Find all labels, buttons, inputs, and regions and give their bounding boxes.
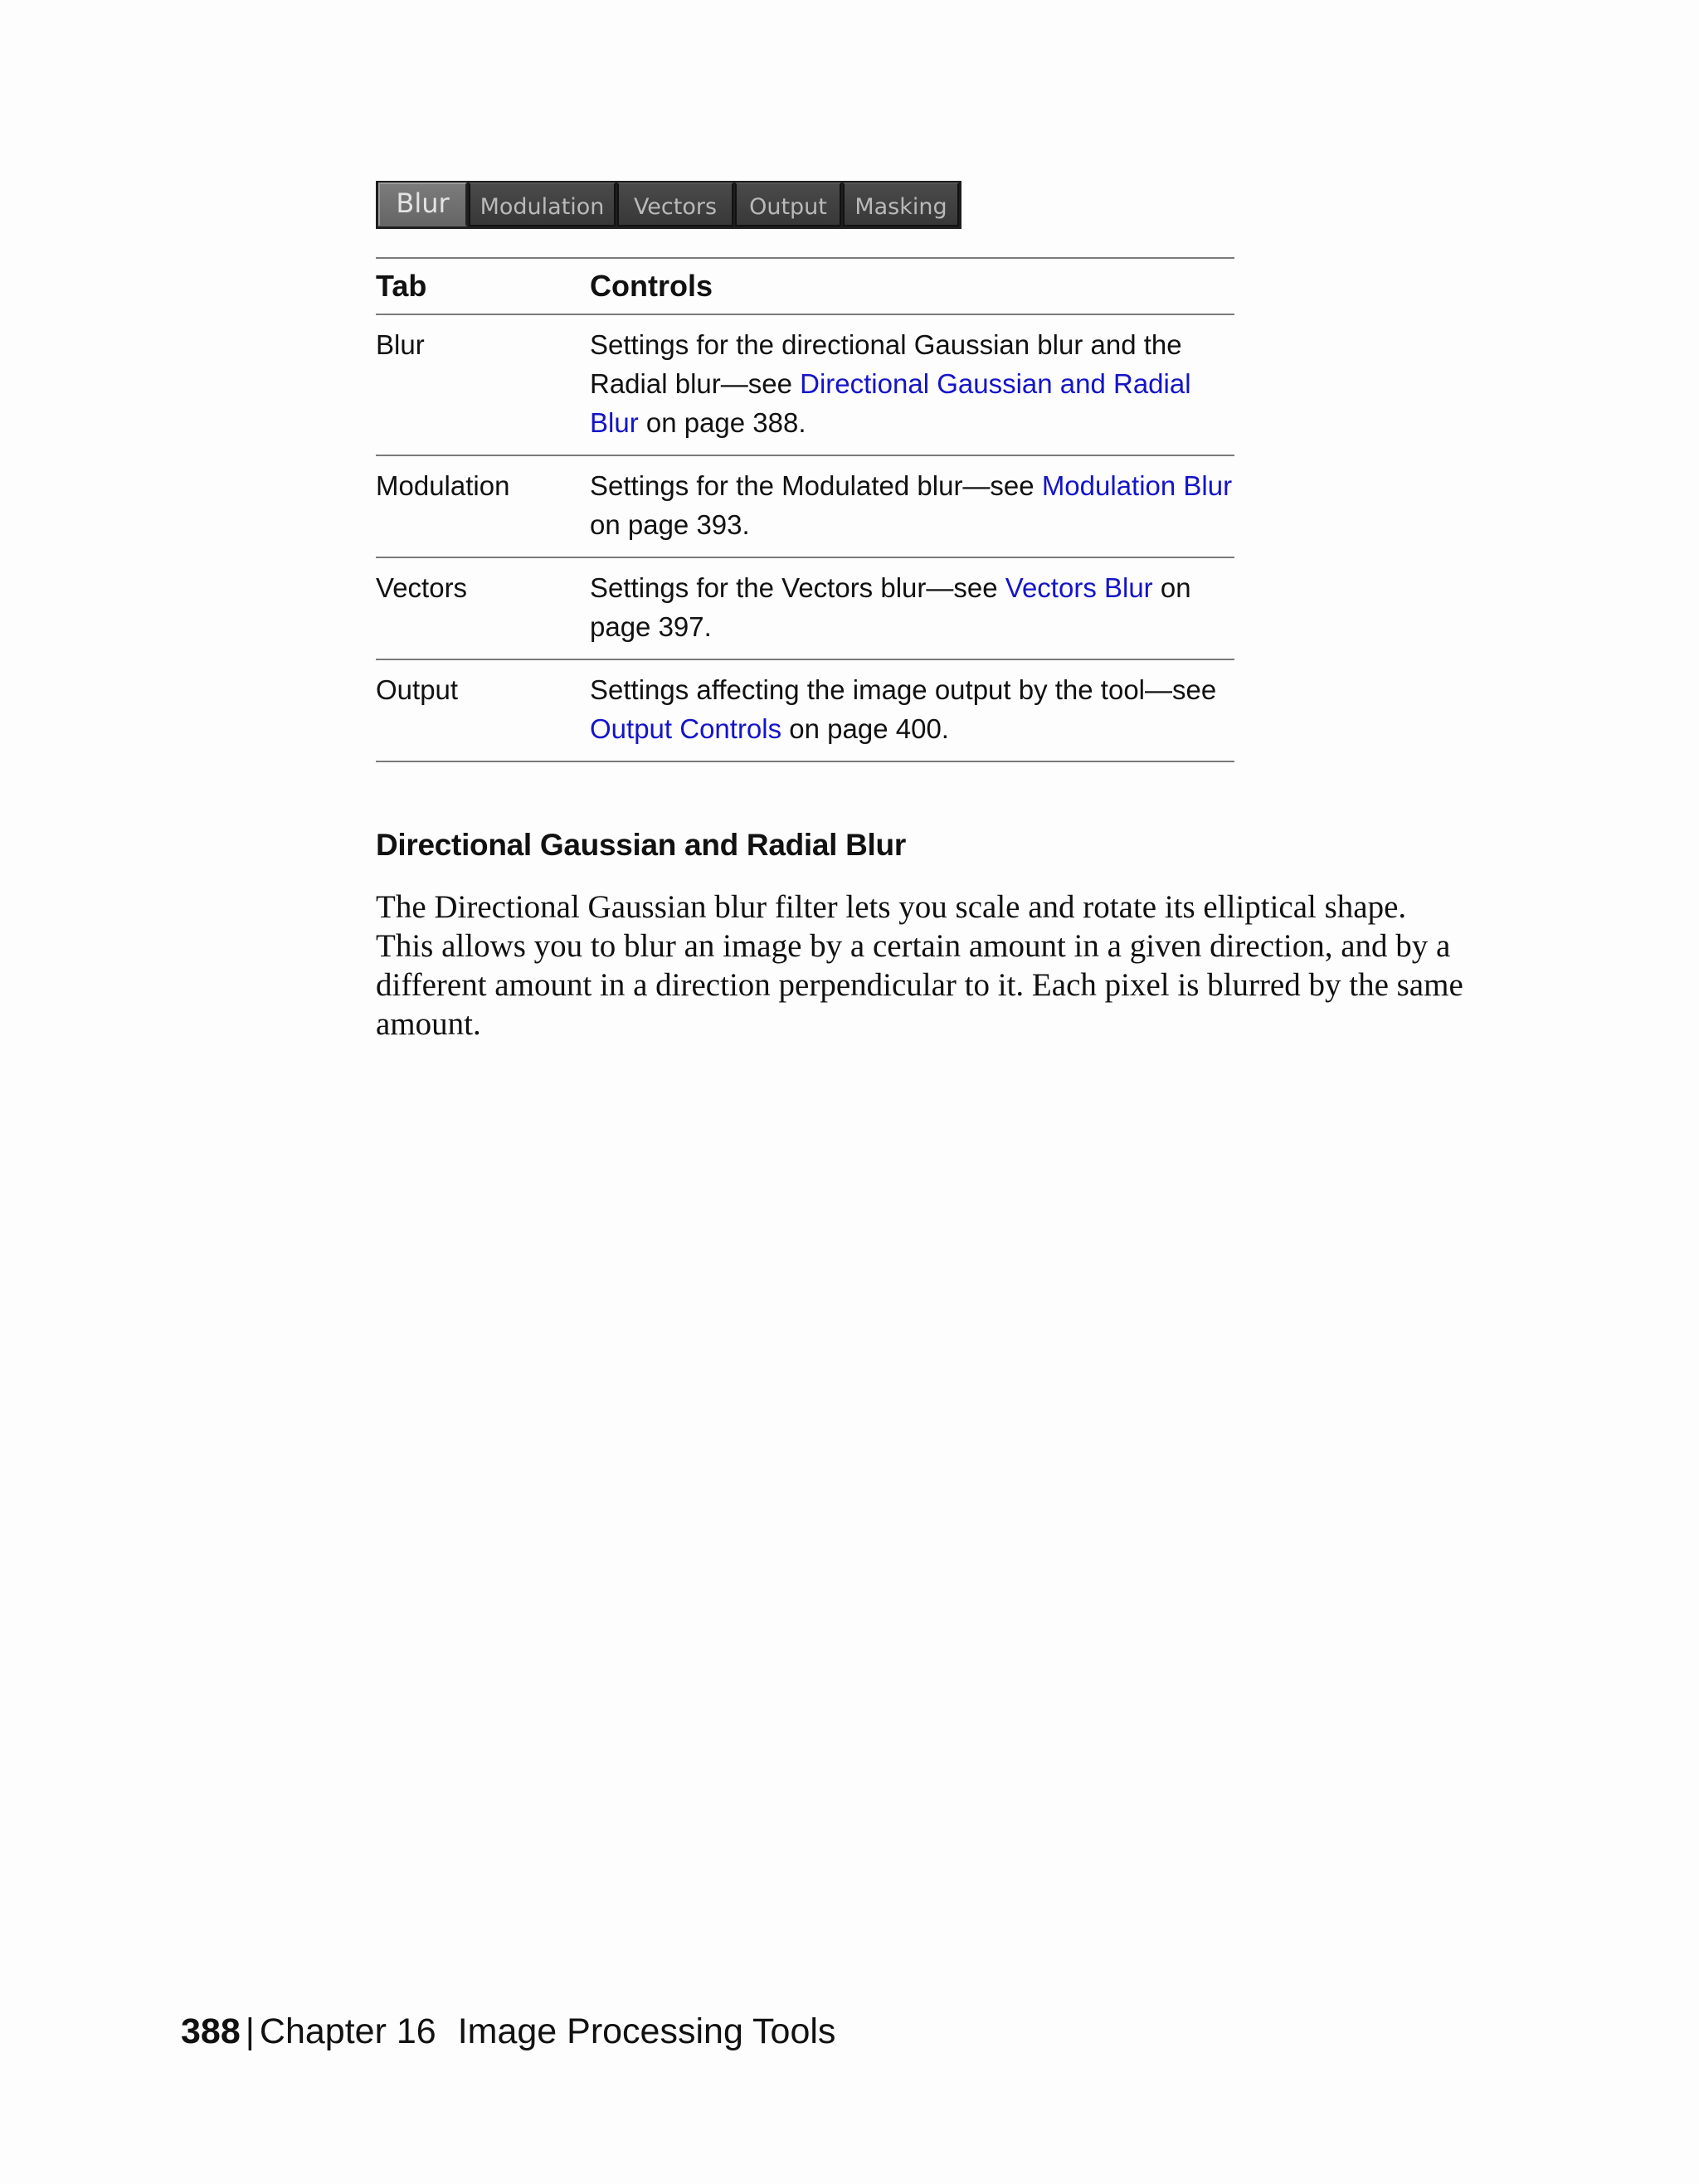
row-tab-name: Blur (376, 314, 590, 455)
cross-reference-link[interactable]: Vectors Blur (1005, 572, 1153, 603)
row-page-ref: on page 397. (590, 572, 1191, 642)
page-number: 388 (181, 2011, 241, 2051)
row-tab-name: Modulation (376, 455, 590, 557)
row-page-ref: on page 388. (638, 407, 806, 438)
tab-output[interactable]: Output (735, 182, 841, 226)
section-heading: Directional Gaussian and Radial Blur (376, 828, 906, 862)
body-paragraph: The Directional Gaussian blur filter lets you scale and rotate its elliptical shape. This allows you to blur an image by a certain amount in a given direction, and by a different amount in a direction perpendicular to it. Each pixel is blurred by the same amount. (376, 889, 1463, 1042)
tab-vectors[interactable]: Vectors (617, 182, 733, 226)
footer-separator: | (245, 2011, 255, 2051)
page-footer (181, 2011, 835, 2052)
cross-reference-link[interactable]: Output Controls (590, 713, 782, 744)
row-text: Settings for the directional Gaussian blur and the Radial blur—see (590, 329, 1182, 399)
row-text: Settings affecting the image output by the tool—see (590, 674, 1217, 705)
header-controls: Controls (590, 258, 1234, 314)
chapter-label: Chapter 16 (259, 2011, 436, 2051)
tab-blur[interactable]: Blur (378, 182, 467, 226)
tab-masking[interactable]: Masking (843, 182, 959, 226)
tab-strip (376, 181, 961, 229)
row-controls (590, 557, 1234, 659)
chapter-title: Image Processing Tools (457, 2011, 836, 2051)
row-page-ref: on page 393. (590, 509, 750, 540)
cross-reference-link[interactable]: Directional Gaussian and Radial Blur (590, 368, 1191, 438)
table-header-row (376, 258, 1234, 314)
table-row (376, 455, 1234, 557)
row-tab-name: Vectors (376, 557, 590, 659)
header-tab: Tab (376, 258, 590, 314)
row-tab-name: Output (376, 659, 590, 761)
row-controls (590, 314, 1234, 455)
table-row (376, 314, 1234, 455)
table-row (376, 659, 1234, 761)
cross-reference-link[interactable]: Modulation Blur (1041, 470, 1233, 501)
table-row (376, 557, 1234, 659)
row-text: Settings for the Vectors blur—see (590, 572, 1005, 603)
row-page-ref: on page 400. (781, 713, 949, 744)
row-controls (590, 659, 1234, 761)
tab-controls-table (376, 257, 1234, 762)
row-text: Settings for the Modulated blur—see (590, 470, 1042, 501)
row-controls (590, 455, 1234, 557)
tab-modulation[interactable]: Modulation (469, 182, 616, 226)
